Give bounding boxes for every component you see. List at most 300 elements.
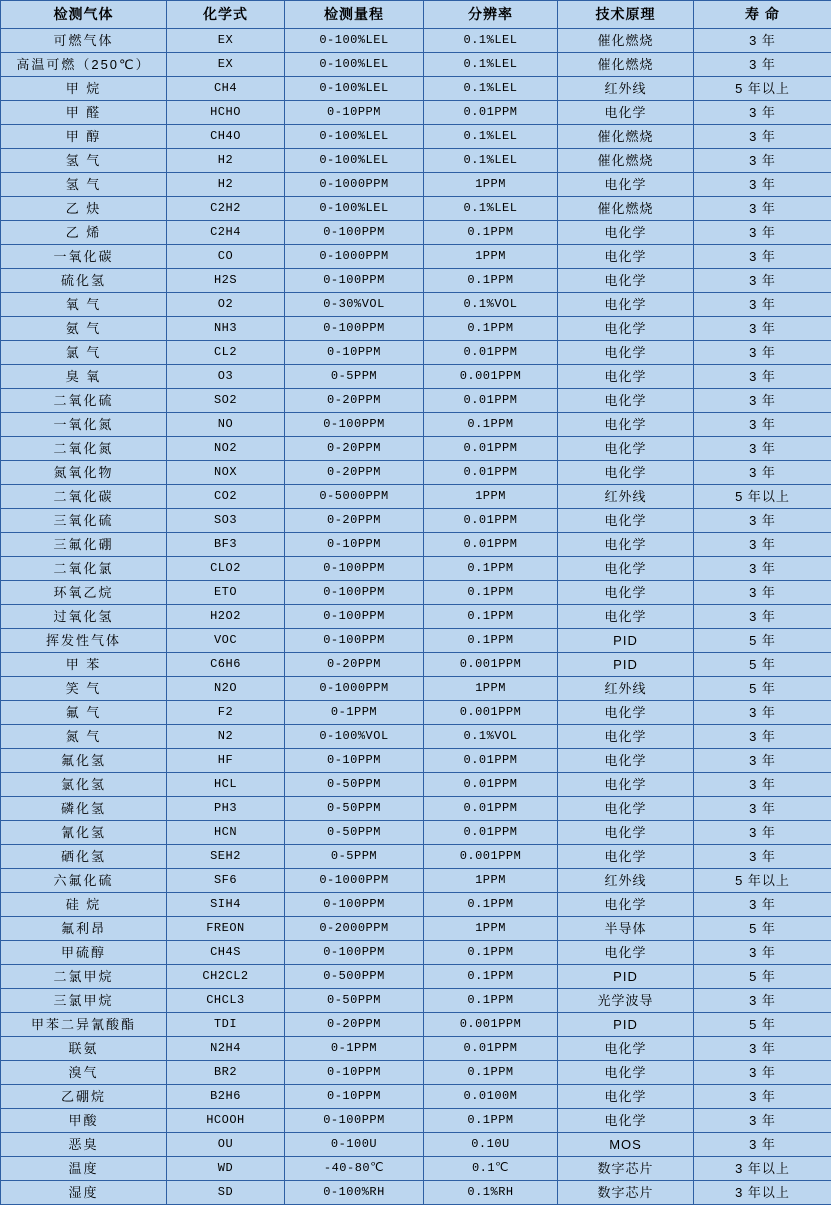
cell-technical-principle: 电化学 <box>558 821 694 845</box>
cell-service-life: 5 年 <box>694 677 831 701</box>
cell-chemical-formula: CH2CL2 <box>167 965 285 989</box>
cell-detection-range: 0-5PPM <box>285 365 424 389</box>
cell-detection-range: 0-100%LEL <box>285 53 424 77</box>
cell-service-life: 3 年 <box>694 245 831 269</box>
cell-service-life: 3 年 <box>694 221 831 245</box>
cell-chemical-formula: EX <box>167 53 285 77</box>
cell-technical-principle: 电化学 <box>558 317 694 341</box>
cell-detection-range: 0-1000PPM <box>285 869 424 893</box>
cell-chemical-formula: SF6 <box>167 869 285 893</box>
cell-chemical-formula: EX <box>167 29 285 53</box>
cell-chemical-formula: C2H2 <box>167 197 285 221</box>
cell-chemical-formula: NOX <box>167 461 285 485</box>
cell-chemical-formula: ETO <box>167 581 285 605</box>
table-row <box>1 1181 831 1205</box>
cell-detection-range: 0-100PPM <box>285 941 424 965</box>
cell-gas-name: 甲 醛 <box>1 101 167 125</box>
table-row <box>1 365 831 389</box>
cell-service-life: 5 年 <box>694 629 831 653</box>
cell-gas-name: 湿度 <box>1 1181 167 1205</box>
cell-chemical-formula: CH4 <box>167 77 285 101</box>
cell-detection-range: 0-100PPM <box>285 1109 424 1133</box>
cell-chemical-formula: WD <box>167 1157 285 1181</box>
cell-service-life: 3 年 <box>694 149 831 173</box>
cell-gas-name: 氟化氢 <box>1 749 167 773</box>
cell-chemical-formula: CHCL3 <box>167 989 285 1013</box>
table-row <box>1 317 831 341</box>
cell-resolution: 0.001PPM <box>424 701 558 725</box>
cell-service-life: 3 年 <box>694 845 831 869</box>
cell-gas-name: 硫化氢 <box>1 269 167 293</box>
cell-resolution: 0.01PPM <box>424 437 558 461</box>
cell-technical-principle: PID <box>558 653 694 677</box>
cell-service-life: 3 年 <box>694 53 831 77</box>
table-row <box>1 413 831 437</box>
table-row <box>1 821 831 845</box>
cell-service-life: 3 年 <box>694 941 831 965</box>
cell-chemical-formula: TDI <box>167 1013 285 1037</box>
cell-chemical-formula: SO3 <box>167 509 285 533</box>
cell-chemical-formula: HCHO <box>167 101 285 125</box>
cell-technical-principle: 电化学 <box>558 1037 694 1061</box>
table-row <box>1 1133 831 1157</box>
cell-gas-name: 挥发性气体 <box>1 629 167 653</box>
cell-service-life: 5 年以上 <box>694 869 831 893</box>
cell-technical-principle: 催化燃烧 <box>558 149 694 173</box>
cell-technical-principle: PID <box>558 1013 694 1037</box>
cell-detection-range: 0-10PPM <box>285 749 424 773</box>
cell-resolution: 0.1%LEL <box>424 77 558 101</box>
cell-gas-name: 二氧化碳 <box>1 485 167 509</box>
cell-resolution: 1PPM <box>424 485 558 509</box>
cell-resolution: 0.01PPM <box>424 533 558 557</box>
cell-resolution: 0.1%LEL <box>424 197 558 221</box>
cell-chemical-formula: H2 <box>167 173 285 197</box>
table-row <box>1 461 831 485</box>
cell-detection-range: 0-10PPM <box>285 101 424 125</box>
cell-gas-name: 甲 醇 <box>1 125 167 149</box>
cell-technical-principle: 电化学 <box>558 1061 694 1085</box>
table-row <box>1 725 831 749</box>
cell-detection-range: 0-20PPM <box>285 437 424 461</box>
cell-technical-principle: 电化学 <box>558 845 694 869</box>
table-row <box>1 485 831 509</box>
cell-detection-range: 0-50PPM <box>285 797 424 821</box>
cell-detection-range: 0-100PPM <box>285 557 424 581</box>
table-row <box>1 197 831 221</box>
cell-gas-name: 氢 气 <box>1 173 167 197</box>
cell-service-life: 3 年 <box>694 557 831 581</box>
cell-technical-principle: 电化学 <box>558 269 694 293</box>
cell-resolution: 0.01PPM <box>424 389 558 413</box>
cell-gas-name: 二氧化氮 <box>1 437 167 461</box>
cell-service-life: 3 年以上 <box>694 1157 831 1181</box>
cell-gas-name: 三氟化硼 <box>1 533 167 557</box>
cell-gas-name: 氰化氢 <box>1 821 167 845</box>
cell-detection-range: 0-100%RH <box>285 1181 424 1205</box>
cell-gas-name: 六氟化硫 <box>1 869 167 893</box>
cell-resolution: 0.01PPM <box>424 821 558 845</box>
cell-detection-range: 0-100PPM <box>285 413 424 437</box>
cell-chemical-formula: HCN <box>167 821 285 845</box>
cell-gas-name: 甲硫醇 <box>1 941 167 965</box>
cell-detection-range: 0-1000PPM <box>285 677 424 701</box>
table-row <box>1 1013 831 1037</box>
table-row <box>1 1157 831 1181</box>
table-row <box>1 389 831 413</box>
column-header-resolution: 分辨率 <box>424 1 558 29</box>
cell-chemical-formula: CLO2 <box>167 557 285 581</box>
table-body <box>1 29 831 1205</box>
cell-technical-principle: 半导体 <box>558 917 694 941</box>
table-row <box>1 605 831 629</box>
cell-service-life: 3 年 <box>694 389 831 413</box>
cell-technical-principle: 电化学 <box>558 461 694 485</box>
cell-detection-range: 0-100%LEL <box>285 149 424 173</box>
cell-detection-range: 0-5000PPM <box>285 485 424 509</box>
cell-technical-principle: 电化学 <box>558 533 694 557</box>
cell-service-life: 5 年以上 <box>694 77 831 101</box>
table-row <box>1 245 831 269</box>
cell-gas-name: 甲 烷 <box>1 77 167 101</box>
cell-technical-principle: 催化燃烧 <box>558 125 694 149</box>
cell-gas-name: 氧 气 <box>1 293 167 317</box>
cell-detection-range: 0-10PPM <box>285 1085 424 1109</box>
cell-service-life: 5 年 <box>694 917 831 941</box>
cell-detection-range: -40-80℃ <box>285 1157 424 1181</box>
cell-gas-name: 甲 苯 <box>1 653 167 677</box>
cell-detection-range: 0-1PPM <box>285 1037 424 1061</box>
cell-service-life: 3 年 <box>694 893 831 917</box>
cell-detection-range: 0-100%LEL <box>285 197 424 221</box>
cell-gas-name: 硒化氢 <box>1 845 167 869</box>
cell-detection-range: 0-10PPM <box>285 533 424 557</box>
cell-resolution: 0.01PPM <box>424 509 558 533</box>
table-row <box>1 677 831 701</box>
cell-technical-principle: 红外线 <box>558 485 694 509</box>
table-row <box>1 77 831 101</box>
cell-detection-range: 0-20PPM <box>285 1013 424 1037</box>
cell-gas-name: 氯 气 <box>1 341 167 365</box>
cell-chemical-formula: SIH4 <box>167 893 285 917</box>
cell-resolution: 0.1PPM <box>424 605 558 629</box>
cell-technical-principle: 光学波导 <box>558 989 694 1013</box>
cell-resolution: 0.10U <box>424 1133 558 1157</box>
cell-resolution: 0.01PPM <box>424 773 558 797</box>
cell-gas-name: 硅 烷 <box>1 893 167 917</box>
cell-service-life: 3 年 <box>694 437 831 461</box>
table-row <box>1 437 831 461</box>
table-row <box>1 869 831 893</box>
cell-gas-name: 乙 烯 <box>1 221 167 245</box>
cell-gas-name: 乙硼烷 <box>1 1085 167 1109</box>
cell-service-life: 3 年 <box>694 605 831 629</box>
cell-technical-principle: 电化学 <box>558 605 694 629</box>
cell-service-life: 5 年 <box>694 1013 831 1037</box>
cell-gas-name: 磷化氢 <box>1 797 167 821</box>
table-row <box>1 773 831 797</box>
cell-technical-principle: 数字芯片 <box>558 1157 694 1181</box>
cell-detection-range: 0-500PPM <box>285 965 424 989</box>
cell-resolution: 0.1%LEL <box>424 125 558 149</box>
table-row <box>1 893 831 917</box>
table-row <box>1 653 831 677</box>
cell-detection-range: 0-100%LEL <box>285 77 424 101</box>
cell-chemical-formula: HF <box>167 749 285 773</box>
table-row <box>1 293 831 317</box>
cell-service-life: 3 年以上 <box>694 1181 831 1205</box>
cell-technical-principle: 电化学 <box>558 581 694 605</box>
table-row <box>1 221 831 245</box>
cell-detection-range: 0-100%LEL <box>285 125 424 149</box>
cell-gas-name: 恶臭 <box>1 1133 167 1157</box>
cell-detection-range: 0-1PPM <box>285 701 424 725</box>
cell-chemical-formula: NO2 <box>167 437 285 461</box>
cell-technical-principle: 电化学 <box>558 941 694 965</box>
cell-gas-name: 可燃气体 <box>1 29 167 53</box>
cell-service-life: 3 年 <box>694 101 831 125</box>
table-row <box>1 701 831 725</box>
table-row <box>1 581 831 605</box>
cell-service-life: 3 年 <box>694 1061 831 1085</box>
cell-service-life: 3 年 <box>694 533 831 557</box>
column-header-life: 寿 命 <box>694 1 831 29</box>
cell-service-life: 3 年 <box>694 365 831 389</box>
cell-resolution: 0.1%VOL <box>424 725 558 749</box>
cell-service-life: 3 年 <box>694 1085 831 1109</box>
cell-chemical-formula: C2H4 <box>167 221 285 245</box>
table-row <box>1 1061 831 1085</box>
cell-chemical-formula: HCOOH <box>167 1109 285 1133</box>
cell-chemical-formula: NH3 <box>167 317 285 341</box>
cell-resolution: 0.1%LEL <box>424 29 558 53</box>
cell-resolution: 0.1℃ <box>424 1157 558 1181</box>
cell-technical-principle: PID <box>558 965 694 989</box>
cell-gas-name: 氮氧化物 <box>1 461 167 485</box>
table-row <box>1 125 831 149</box>
cell-resolution: 0.01PPM <box>424 1037 558 1061</box>
cell-service-life: 3 年 <box>694 293 831 317</box>
cell-service-life: 5 年 <box>694 965 831 989</box>
cell-service-life: 3 年 <box>694 581 831 605</box>
cell-resolution: 0.1PPM <box>424 557 558 581</box>
cell-chemical-formula: BF3 <box>167 533 285 557</box>
cell-chemical-formula: PH3 <box>167 797 285 821</box>
cell-chemical-formula: CH4S <box>167 941 285 965</box>
cell-resolution: 0.1PPM <box>424 965 558 989</box>
cell-chemical-formula: O2 <box>167 293 285 317</box>
cell-service-life: 5 年以上 <box>694 485 831 509</box>
cell-detection-range: 0-20PPM <box>285 653 424 677</box>
table-row <box>1 941 831 965</box>
cell-detection-range: 0-2000PPM <box>285 917 424 941</box>
cell-detection-range: 0-10PPM <box>285 1061 424 1085</box>
cell-detection-range: 0-100U <box>285 1133 424 1157</box>
cell-technical-principle: 红外线 <box>558 677 694 701</box>
cell-detection-range: 0-1000PPM <box>285 245 424 269</box>
cell-resolution: 0.1PPM <box>424 317 558 341</box>
cell-technical-principle: 电化学 <box>558 725 694 749</box>
cell-chemical-formula: OU <box>167 1133 285 1157</box>
cell-service-life: 3 年 <box>694 125 831 149</box>
cell-technical-principle: 电化学 <box>558 797 694 821</box>
table-row <box>1 1085 831 1109</box>
cell-service-life: 5 年 <box>694 653 831 677</box>
cell-chemical-formula: SO2 <box>167 389 285 413</box>
cell-chemical-formula: BR2 <box>167 1061 285 1085</box>
table-row <box>1 101 831 125</box>
cell-resolution: 0.1PPM <box>424 893 558 917</box>
cell-service-life: 3 年 <box>694 1037 831 1061</box>
column-header-principle: 技术原理 <box>558 1 694 29</box>
cell-gas-name: 氯化氢 <box>1 773 167 797</box>
cell-resolution: 0.001PPM <box>424 845 558 869</box>
cell-gas-name: 氟 气 <box>1 701 167 725</box>
cell-detection-range: 0-5PPM <box>285 845 424 869</box>
cell-gas-name: 环氧乙烷 <box>1 581 167 605</box>
cell-gas-name: 二氯甲烷 <box>1 965 167 989</box>
cell-detection-range: 0-20PPM <box>285 509 424 533</box>
cell-chemical-formula: SD <box>167 1181 285 1205</box>
cell-resolution: 1PPM <box>424 869 558 893</box>
cell-technical-principle: 电化学 <box>558 893 694 917</box>
cell-service-life: 3 年 <box>694 461 831 485</box>
cell-technical-principle: 电化学 <box>558 293 694 317</box>
table-row <box>1 629 831 653</box>
cell-chemical-formula: F2 <box>167 701 285 725</box>
cell-chemical-formula: H2 <box>167 149 285 173</box>
cell-service-life: 3 年 <box>694 317 831 341</box>
cell-detection-range: 0-100PPM <box>285 221 424 245</box>
table-header <box>1 1 831 29</box>
cell-chemical-formula: HCL <box>167 773 285 797</box>
cell-resolution: 0.1PPM <box>424 629 558 653</box>
column-header-gas: 检测气体 <box>1 1 167 29</box>
cell-resolution: 0.1%VOL <box>424 293 558 317</box>
cell-technical-principle: 电化学 <box>558 101 694 125</box>
cell-service-life: 3 年 <box>694 341 831 365</box>
cell-detection-range: 0-20PPM <box>285 389 424 413</box>
cell-resolution: 1PPM <box>424 245 558 269</box>
cell-chemical-formula: N2O <box>167 677 285 701</box>
cell-resolution: 0.001PPM <box>424 365 558 389</box>
cell-service-life: 3 年 <box>694 821 831 845</box>
cell-resolution: 0.1PPM <box>424 269 558 293</box>
cell-gas-name: 甲酸 <box>1 1109 167 1133</box>
cell-technical-principle: 电化学 <box>558 389 694 413</box>
table-row <box>1 965 831 989</box>
cell-resolution: 0.1PPM <box>424 581 558 605</box>
cell-technical-principle: 催化燃烧 <box>558 53 694 77</box>
cell-technical-principle: 电化学 <box>558 413 694 437</box>
cell-resolution: 1PPM <box>424 677 558 701</box>
cell-detection-range: 0-50PPM <box>285 821 424 845</box>
cell-chemical-formula: VOC <box>167 629 285 653</box>
cell-resolution: 0.1PPM <box>424 941 558 965</box>
cell-gas-name: 甲苯二异氰酸酯 <box>1 1013 167 1037</box>
cell-resolution: 0.01PPM <box>424 101 558 125</box>
cell-technical-principle: 红外线 <box>558 869 694 893</box>
table-row <box>1 533 831 557</box>
cell-resolution: 0.01PPM <box>424 749 558 773</box>
cell-resolution: 0.01PPM <box>424 797 558 821</box>
cell-resolution: 0.1PPM <box>424 989 558 1013</box>
table-row <box>1 29 831 53</box>
table-row <box>1 797 831 821</box>
cell-chemical-formula: H2S <box>167 269 285 293</box>
cell-detection-range: 0-100PPM <box>285 581 424 605</box>
table-row <box>1 341 831 365</box>
table-row <box>1 557 831 581</box>
table-row <box>1 1109 831 1133</box>
cell-service-life: 3 年 <box>694 989 831 1013</box>
cell-chemical-formula: SEH2 <box>167 845 285 869</box>
cell-service-life: 3 年 <box>694 413 831 437</box>
cell-technical-principle: 红外线 <box>558 77 694 101</box>
cell-resolution: 0.1PPM <box>424 413 558 437</box>
cell-technical-principle: 电化学 <box>558 1085 694 1109</box>
cell-detection-range: 0-100PPM <box>285 893 424 917</box>
cell-resolution: 0.1%LEL <box>424 149 558 173</box>
cell-detection-range: 0-1000PPM <box>285 173 424 197</box>
cell-technical-principle: 电化学 <box>558 173 694 197</box>
cell-technical-principle: 电化学 <box>558 341 694 365</box>
cell-detection-range: 0-10PPM <box>285 341 424 365</box>
cell-gas-name: 氢 气 <box>1 149 167 173</box>
table-row <box>1 173 831 197</box>
cell-detection-range: 0-50PPM <box>285 773 424 797</box>
cell-gas-name: 乙 炔 <box>1 197 167 221</box>
cell-chemical-formula: CO2 <box>167 485 285 509</box>
table-row <box>1 917 831 941</box>
cell-service-life: 3 年 <box>694 1133 831 1157</box>
cell-gas-name: 氨 气 <box>1 317 167 341</box>
table-row <box>1 845 831 869</box>
cell-service-life: 3 年 <box>694 701 831 725</box>
column-header-formula: 化学式 <box>167 1 285 29</box>
cell-technical-principle: 电化学 <box>558 245 694 269</box>
cell-technical-principle: 电化学 <box>558 437 694 461</box>
cell-service-life: 3 年 <box>694 773 831 797</box>
table-row <box>1 1037 831 1061</box>
cell-chemical-formula: CL2 <box>167 341 285 365</box>
cell-gas-name: 溴气 <box>1 1061 167 1085</box>
cell-gas-name: 一氧化氮 <box>1 413 167 437</box>
cell-detection-range: 0-100PPM <box>285 605 424 629</box>
cell-gas-name: 温度 <box>1 1157 167 1181</box>
cell-technical-principle: 电化学 <box>558 773 694 797</box>
table-row <box>1 989 831 1013</box>
cell-resolution: 0.001PPM <box>424 1013 558 1037</box>
cell-chemical-formula: O3 <box>167 365 285 389</box>
table-row <box>1 53 831 77</box>
cell-technical-principle: 电化学 <box>558 701 694 725</box>
cell-detection-range: 0-50PPM <box>285 989 424 1013</box>
table-row <box>1 509 831 533</box>
table-row <box>1 749 831 773</box>
cell-gas-name: 三氯甲烷 <box>1 989 167 1013</box>
cell-chemical-formula: CO <box>167 245 285 269</box>
cell-detection-range: 0-100PPM <box>285 317 424 341</box>
table-row <box>1 149 831 173</box>
cell-technical-principle: 电化学 <box>558 221 694 245</box>
cell-detection-range: 0-20PPM <box>285 461 424 485</box>
cell-resolution: 1PPM <box>424 173 558 197</box>
cell-resolution: 0.0100M <box>424 1085 558 1109</box>
cell-gas-name: 联氨 <box>1 1037 167 1061</box>
cell-chemical-formula: N2 <box>167 725 285 749</box>
cell-resolution: 0.1%LEL <box>424 53 558 77</box>
